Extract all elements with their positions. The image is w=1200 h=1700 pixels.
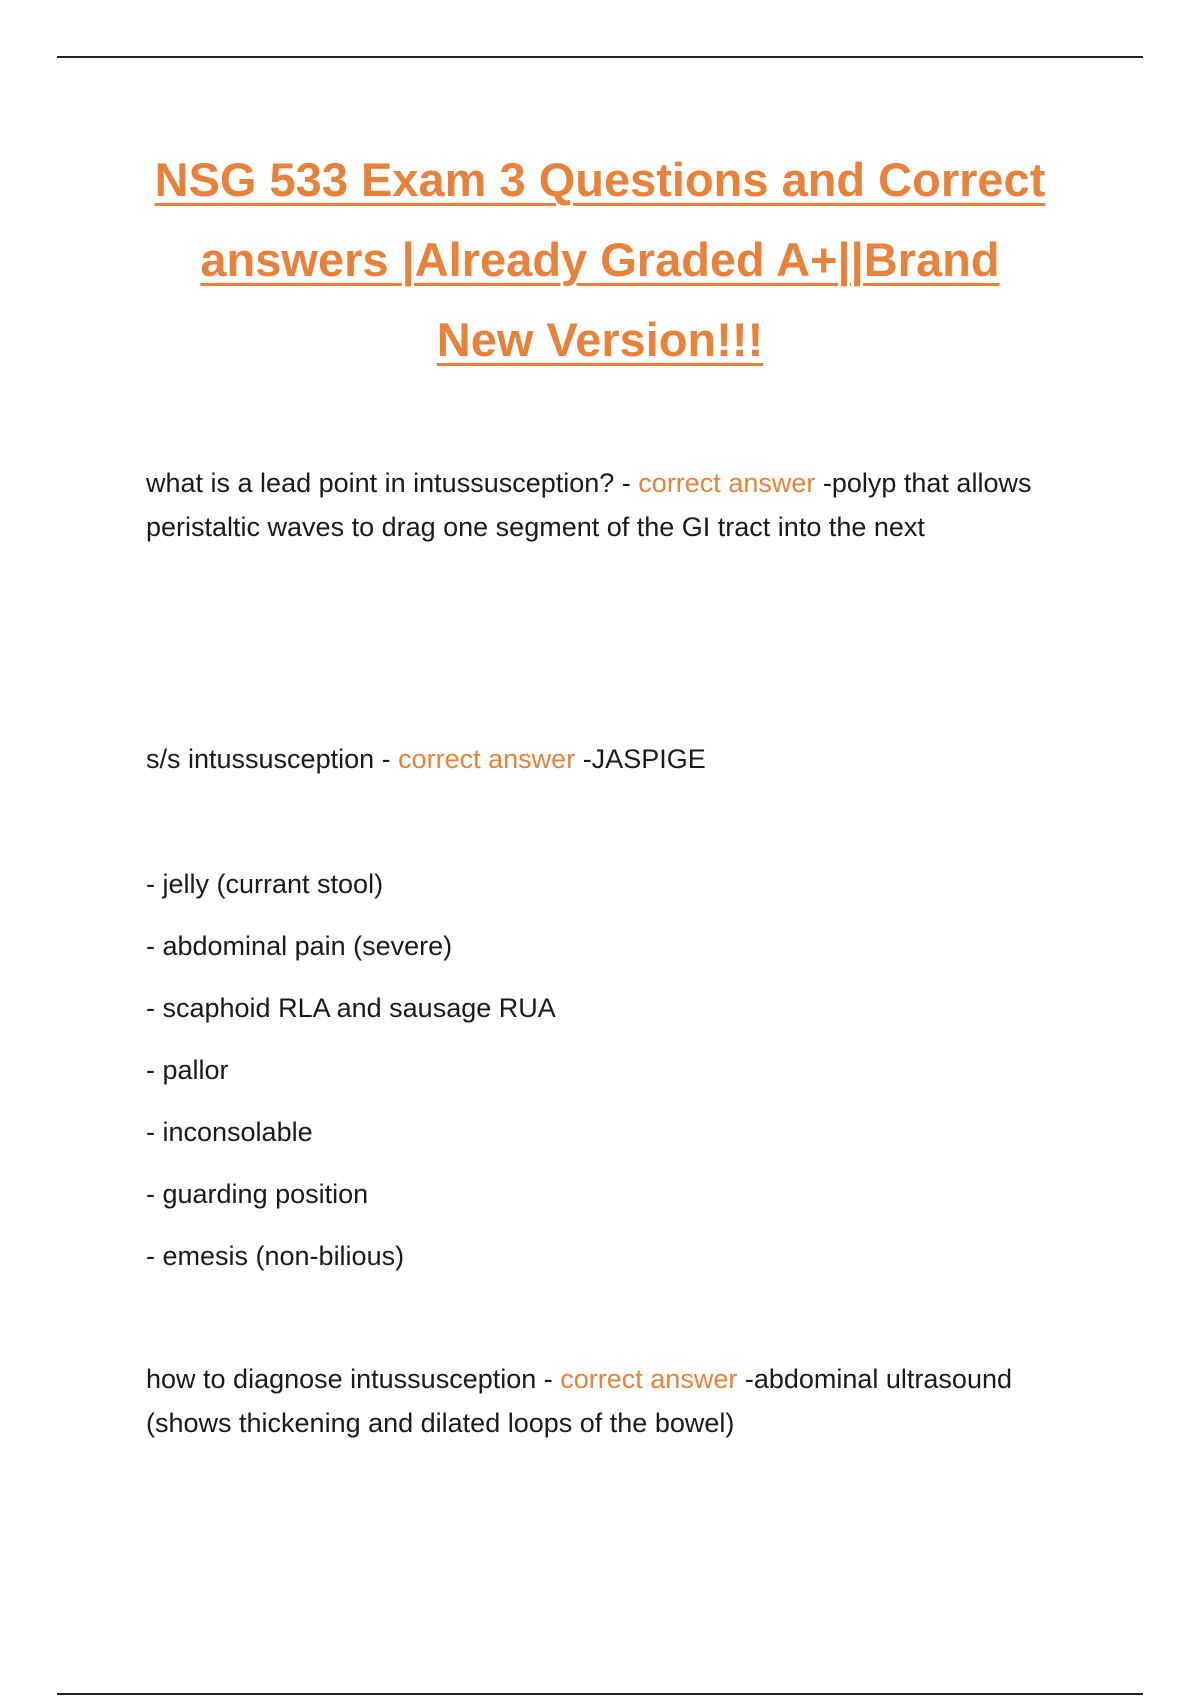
question-text: s/s intussusception - — [146, 744, 399, 774]
qa-item-signs-symptoms — [146, 737, 1076, 781]
list-item: - jelly (currant stool) — [146, 869, 384, 899]
correct-answer-marker: correct answer — [398, 744, 576, 774]
document-title — [120, 140, 1080, 380]
qa-item-lead-point — [146, 461, 1076, 549]
title-line-2: answers |Already Graded A+||Brand — [200, 233, 1000, 286]
list-item: - emesis (non-bilious) — [146, 1241, 405, 1271]
question-text: how to diagnose intussusception - — [146, 1364, 561, 1394]
list-item: - scaphoid RLA and sausage RUA — [146, 993, 556, 1023]
title-line-3: New Version!!! — [436, 313, 764, 366]
answer-text: -polyp that allows peristaltic waves to drag one segment of the GI tract into the next — [146, 468, 1032, 542]
list-item: - inconsolable — [146, 1117, 313, 1147]
jaspige-list — [146, 862, 1046, 1296]
bottom-rule — [57, 1693, 1143, 1695]
answer-text: -abdominal ultrasound (shows thickening and dilated loops of the bowel) — [146, 1364, 1012, 1438]
top-rule — [57, 56, 1143, 58]
list-item: - abdominal pain (severe) — [146, 931, 453, 961]
qa-item-diagnosis — [146, 1357, 1076, 1445]
answer-text: -JASPIGE — [575, 744, 706, 774]
list-item: - pallor — [146, 1055, 229, 1085]
list-item: - guarding position — [146, 1179, 369, 1209]
correct-answer-marker: correct answer — [638, 468, 816, 498]
question-text: what is a lead point in intussusception? - — [146, 468, 639, 498]
correct-answer-marker: correct answer — [560, 1364, 738, 1394]
title-line-1: NSG 533 Exam 3 Questions and Correct — [154, 153, 1046, 206]
